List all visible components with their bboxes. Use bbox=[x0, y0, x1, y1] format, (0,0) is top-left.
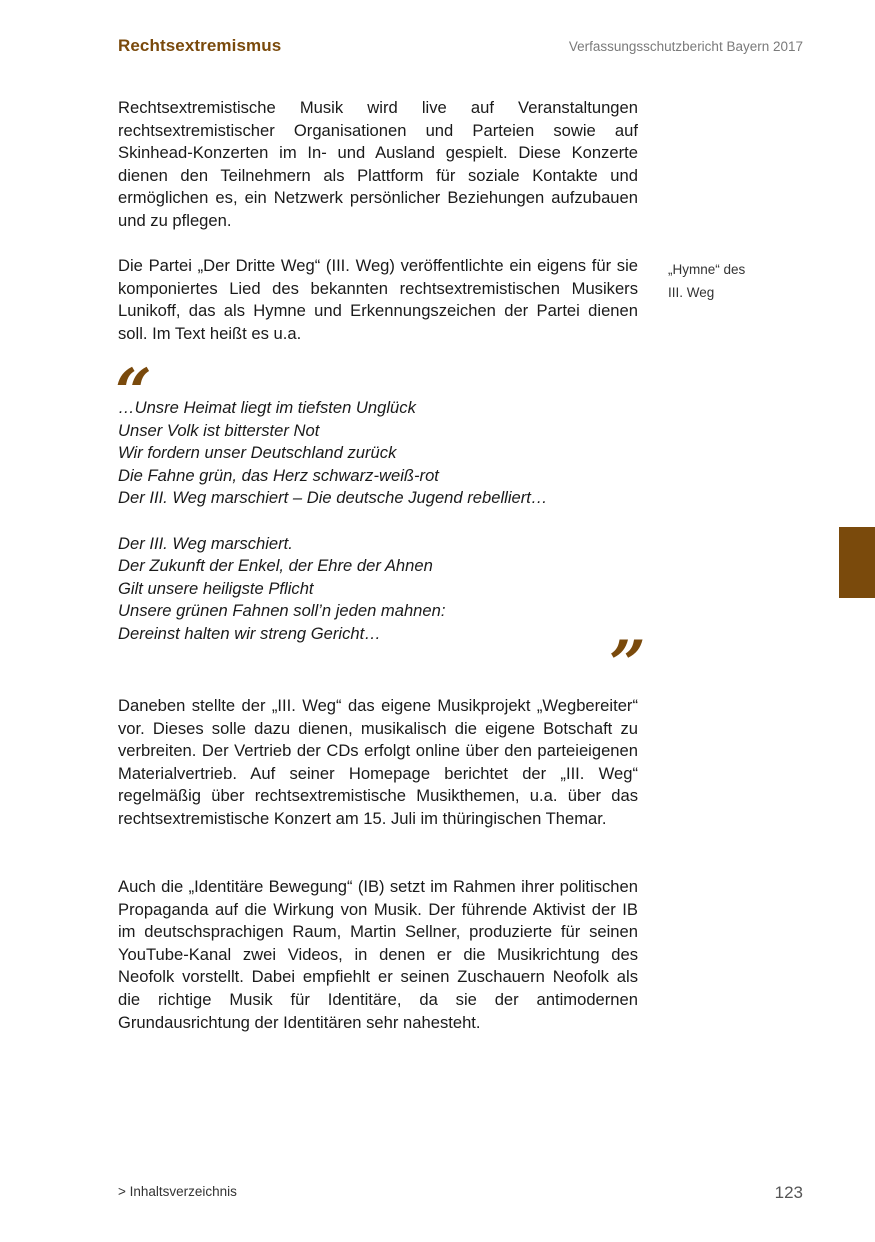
quote-line: Wir fordern unser Deutschland zurück bbox=[118, 443, 397, 463]
song-quote bbox=[118, 397, 638, 668]
margin-note bbox=[668, 258, 778, 304]
chapter-tab-marker bbox=[839, 527, 875, 598]
close-quote-icon: ” bbox=[609, 627, 646, 702]
paragraph-text: Die Partei „Der Dritte Weg“ (III. Weg) veröffentlichte ein eigens für sie komponiertes Lied des bekannten rechtsextremistischen Musikers Lunikoff, das als Hymne und Erkennungszeichen der Partei dienen soll. Im Text heißt es u.a. bbox=[118, 256, 638, 343]
quote-stanza bbox=[118, 533, 638, 646]
paragraph-text: Auch die „Identitäre Bewegung“ (IB) setzt im Rahmen ihrer politischen Propaganda auf die Wirkung von Musik. Der führende Aktivist der IB im deutschsprachigen Raum, Martin Sellner, produzierte für seinen YouTube-Kanal zwei Videos, in denen er die Musikrichtung des Neofolk vorstellt. Dabei empfiehlt er seinen Zuschauern Neofolk als die richtige Musik für Identitäre, da sie der antimodernen Grundausrichtung der Identitären sehr nahesteht. bbox=[118, 877, 638, 1032]
quote-stanza bbox=[118, 397, 638, 510]
paragraph-identitaere bbox=[118, 876, 638, 1034]
open-quote-icon: “ bbox=[115, 355, 152, 430]
paragraph-wegbereiter bbox=[118, 695, 638, 831]
quote-line: Der Zukunft der Enkel, der Ehre der Ahnen bbox=[118, 556, 433, 576]
quote-line: Der III. Weg marschiert – Die deutsche Jugend rebelliert… bbox=[118, 488, 548, 508]
quote-line: Unsere grünen Fahnen soll’n jeden mahnen: bbox=[118, 601, 446, 621]
margin-note-line: III. Weg bbox=[668, 285, 715, 300]
paragraph-dritte-weg bbox=[118, 255, 638, 345]
quote-line: Gilt unsere heiligste Pflicht bbox=[118, 578, 314, 598]
paragraph-text: Rechtsextremistische Musik wird live auf Veranstaltungen rechtsextremistischer Organisationen und Parteien sowie auf Skinhead-Konzerten im In- und Ausland gespielt. Diese Konzerte dienen den Teilnehmern als Plattform für soziale Kontakte und ermöglichen es, ein Netzwerk persönlicher Beziehungen aufzubauen und zu pflegen. bbox=[118, 98, 638, 230]
quote-line: Die Fahne grün, das Herz schwarz-weiß-rot bbox=[118, 465, 439, 485]
page-number: 123 bbox=[774, 1183, 803, 1202]
quote-line: Der III. Weg marschiert. bbox=[118, 533, 293, 553]
quote-line: Dereinst halten wir streng Gericht… bbox=[118, 623, 381, 643]
section-title: Rechtsextremismus bbox=[118, 36, 282, 55]
paragraph-text: Daneben stellte der „III. Weg“ das eigene Musikprojekt „Wegbereiter“ vor. Dieses solle dazu dienen, musikalisch die eigene Botschaft zu verbreiten. Der Vertrieb der CDs erfolgt online über den parteieigenen Materialvertrieb. Auf seiner Homepage berichtet der „III. Weg“ regelmäßig über rechtsextremistische Musikthemen, u.a. über das rechtsextremistische Konzert am 15. Juli im thüringischen Themar. bbox=[118, 696, 638, 828]
paragraph-concerts bbox=[118, 97, 638, 233]
report-title: Verfassungsschutzbericht Bayern 2017 bbox=[568, 39, 803, 54]
quote-line: Unser Volk ist bitterster Not bbox=[118, 420, 320, 440]
margin-note-line: „Hymne“ des bbox=[668, 262, 746, 277]
toc-link[interactable]: > Inhaltsverzeichnis bbox=[118, 1184, 237, 1199]
quote-line: …Unsre Heimat liegt im tiefsten Unglück bbox=[118, 398, 416, 417]
